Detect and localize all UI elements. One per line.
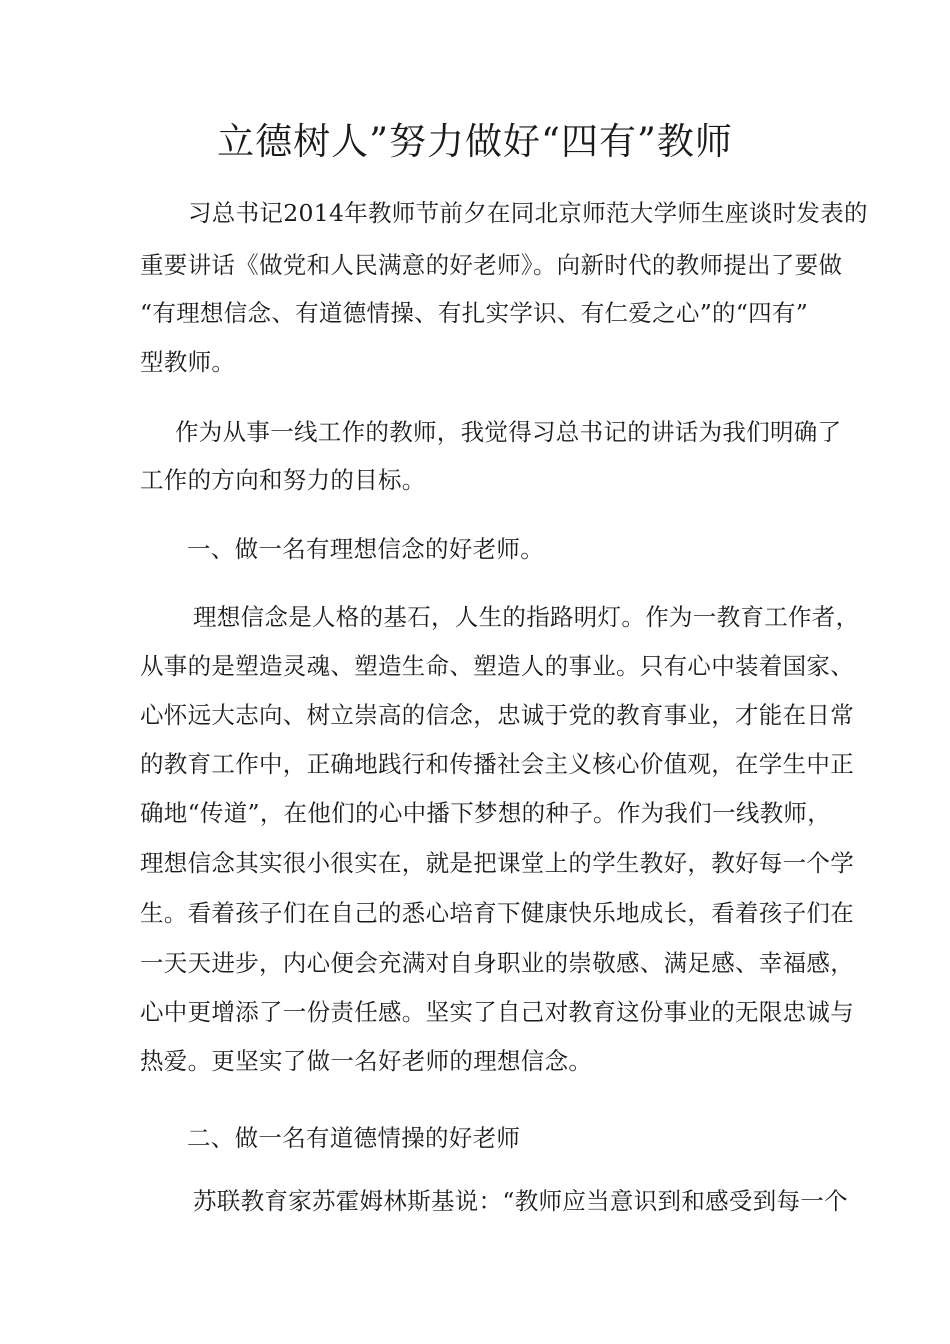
paragraph-3-line-4: 的教育工作中，正确地践行和传播社会主义核心价值观，在学生中正 (140, 750, 854, 778)
paragraph-3-line-3: 心怀远大志向、树立崇高的信念，忠诚于党的教育事业，才能在日常 (140, 701, 854, 729)
paragraph-1-line-2: 重要讲话《做党和人民满意的好老师》。向新时代的教师提出了要做 (140, 251, 843, 279)
paragraph-3-line-1: 理想信念是人格的基石，人生的指路明灯。作为一教育工作者， (193, 603, 860, 631)
paragraph-3-line-6: 理想信念其实很小很实在，就是把课堂上的学生教好，教好每一个学 (140, 849, 854, 877)
paragraph-3-line-2: 从事的是塑造灵魂、塑造生命、塑造人的事业。只有心中装着国家、 (140, 652, 854, 680)
paragraph-1-line-1: 习总书记2014年教师节前夕在同北京师范大学师生座谈时发表的 (188, 199, 868, 227)
document-title: 立德树人”努力做好“四有”教师 (217, 120, 733, 163)
paragraph-4-line-1: 苏联教育家苏霍姆林斯基说：“教师应当意识到和感受到每一个 (193, 1187, 848, 1215)
section-heading-1: 一、做一名有理想信念的好老师。 (187, 535, 544, 563)
paragraph-3-line-7: 生。看着孩子们在自己的悉心培育下健康快乐地成长，看着孩子们在 (140, 899, 854, 927)
section-heading-2: 二、做一名有道德情操的好老师 (187, 1124, 521, 1152)
paragraph-3-line-10: 热爱。更坚实了做一名好老师的理想信念。 (140, 1047, 593, 1075)
paragraph-2-line-1: 作为从事一线工作的教师，我觉得习总书记的讲话为我们明确了 (175, 418, 842, 446)
paragraph-1-line-3: “有理想信念、有道德情操、有扎实学识、有仁爱之心”的“四有” (140, 299, 809, 327)
paragraph-3-line-8: 一天天进步，内心便会充满对自身职业的崇敬感、满足感、幸福感， (140, 949, 854, 977)
paragraph-3-line-5: 确地“传道”，在他们的心中播下梦想的种子。作为我们一线教师， (140, 799, 832, 827)
paragraph-2-line-2: 工作的方向和努力的目标。 (140, 466, 426, 494)
paragraph-1-line-4: 型教师。 (140, 348, 236, 376)
paragraph-3-line-9: 心中更增添了一份责任感。坚实了自己对教育这份事业的无限忠诚与 (140, 998, 854, 1026)
